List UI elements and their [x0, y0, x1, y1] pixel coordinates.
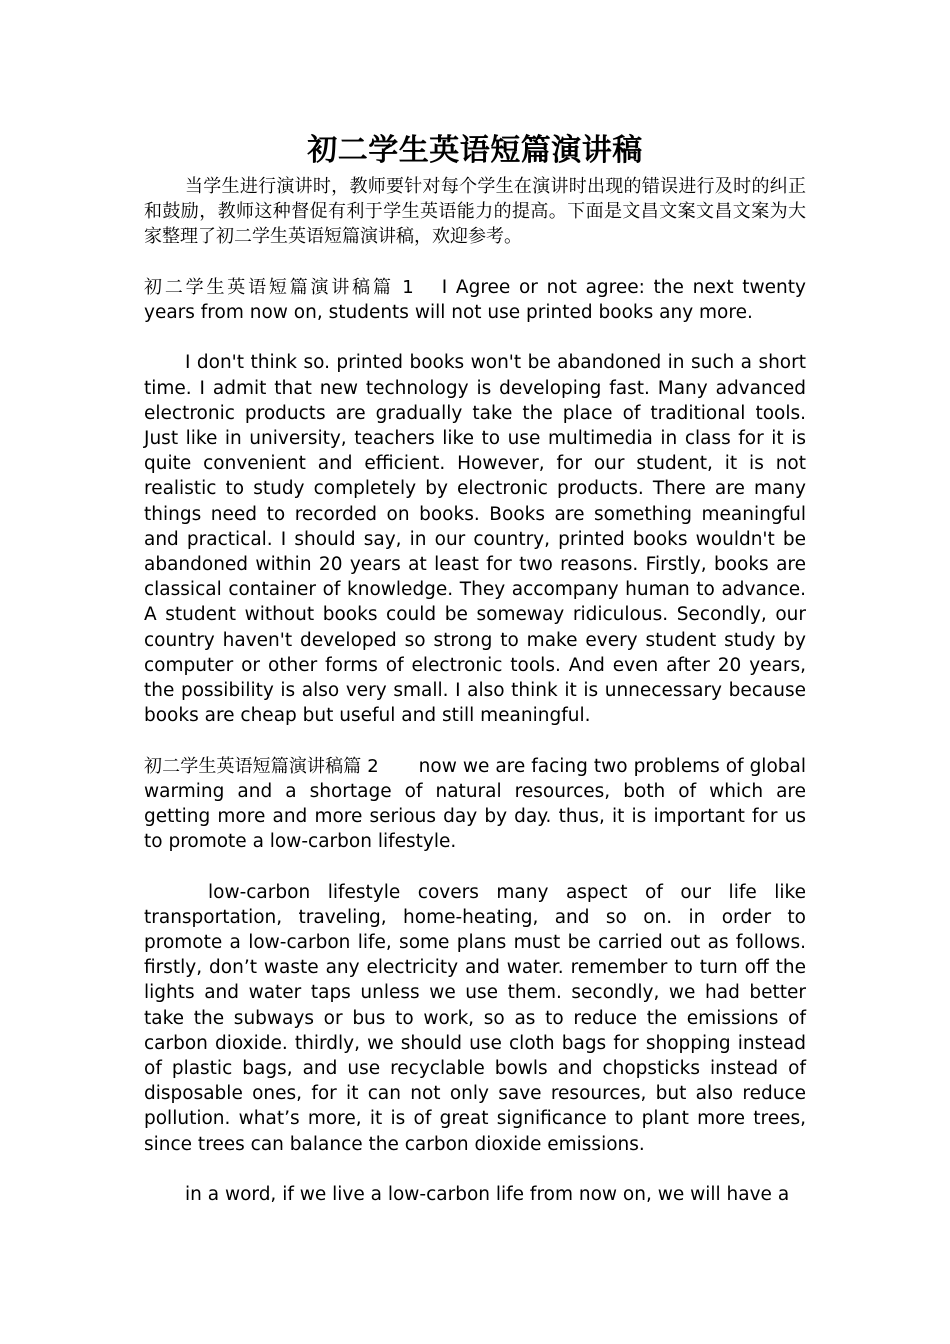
section-2-body-paragraph: low-carbon lifestyle covers many aspect of our life like transportation, traveling, home-heating, and so on. in order to promote a low-carbon life, some plans must be carried out as follows. firstly, don’t waste any electricity and water. remember to turn off the lights and water taps unless we use them. secondly, we had better take the subways or bus to work, so as to reduce the emissions of carbon dioxide. thirdly, we should use cloth bags for shopping instead of plastic bags, and use recyclable bowls and chopsticks instead of disposable ones, for it can not only save resources, but also reduce pollution. what’s more, it is of great significance to plant more trees, since trees can balance the carbon dioxide emissions. — [144, 881, 806, 1155]
section-1-lead-paragraph — [144, 275, 806, 325]
document-page — [144, 130, 806, 1207]
paragraph-gap — [144, 854, 806, 879]
paragraph-gap — [144, 728, 806, 753]
section-2-lead-text: now we are facing two problems of global warming and a shortage of natural resources, both of which are getting more and more serious day by day. thus, it is important for us to promote a low-carbon lifestyle. — [144, 755, 806, 853]
section-1-body-paragraph: I don't think so. printed books won't be abandoned in such a short time. I admit that new technology is developing fast. Many advanced electronic products are gradually take the place of traditional tools. Just like in university, teachers like to use multimedia in class for it is quite convenient and efficient. However, for our student, it is not realistic to study completely by electronic products. There are many things need to recorded on books. Books are something meaningful and practical. I should say, in our country, printed books wouldn't be abandoned within 20 years at least for two reasons. Firstly, books are classical container of knowledge. They accompany human to advance. A student without books could be someway ridiculous. Secondly, our country haven't developed so strong to make every student study by computer or other forms of electronic tools. And even after 20 years, the possibility is also very small. I also think it is unnecessary because books are cheap but useful and still meaningful. — [144, 352, 806, 727]
paragraph-gap — [144, 250, 806, 275]
section-2-lead-paragraph — [144, 754, 806, 855]
document-title: 初二学生英语短篇演讲稿 — [307, 133, 643, 168]
intro-paragraph: 当学生进行演讲时，教师要针对每个学生在演讲时出现的错误进行及时的纠正和鼓励，教师这种督促有利于学生英语能力的提高。下面是文昌文案文昌文案为大家整理了初二学生英语短篇演讲稿，欢迎参考。 — [144, 176, 806, 248]
section-2-label: 初二学生英语短篇演讲稿篇 2 — [144, 755, 379, 777]
section-1-lead-text: I Agree or not agree: the next twenty years from now on, students will not use printed books any more. — [144, 276, 806, 323]
section-2-closing-paragraph: in a word, if we live a low-carbon life from now on, we will have a — [185, 1184, 790, 1206]
paragraph-gap — [144, 1157, 806, 1182]
section-1-label: 初二学生英语短篇演讲稿篇 1 — [144, 276, 414, 298]
paragraph-gap — [144, 325, 806, 350]
